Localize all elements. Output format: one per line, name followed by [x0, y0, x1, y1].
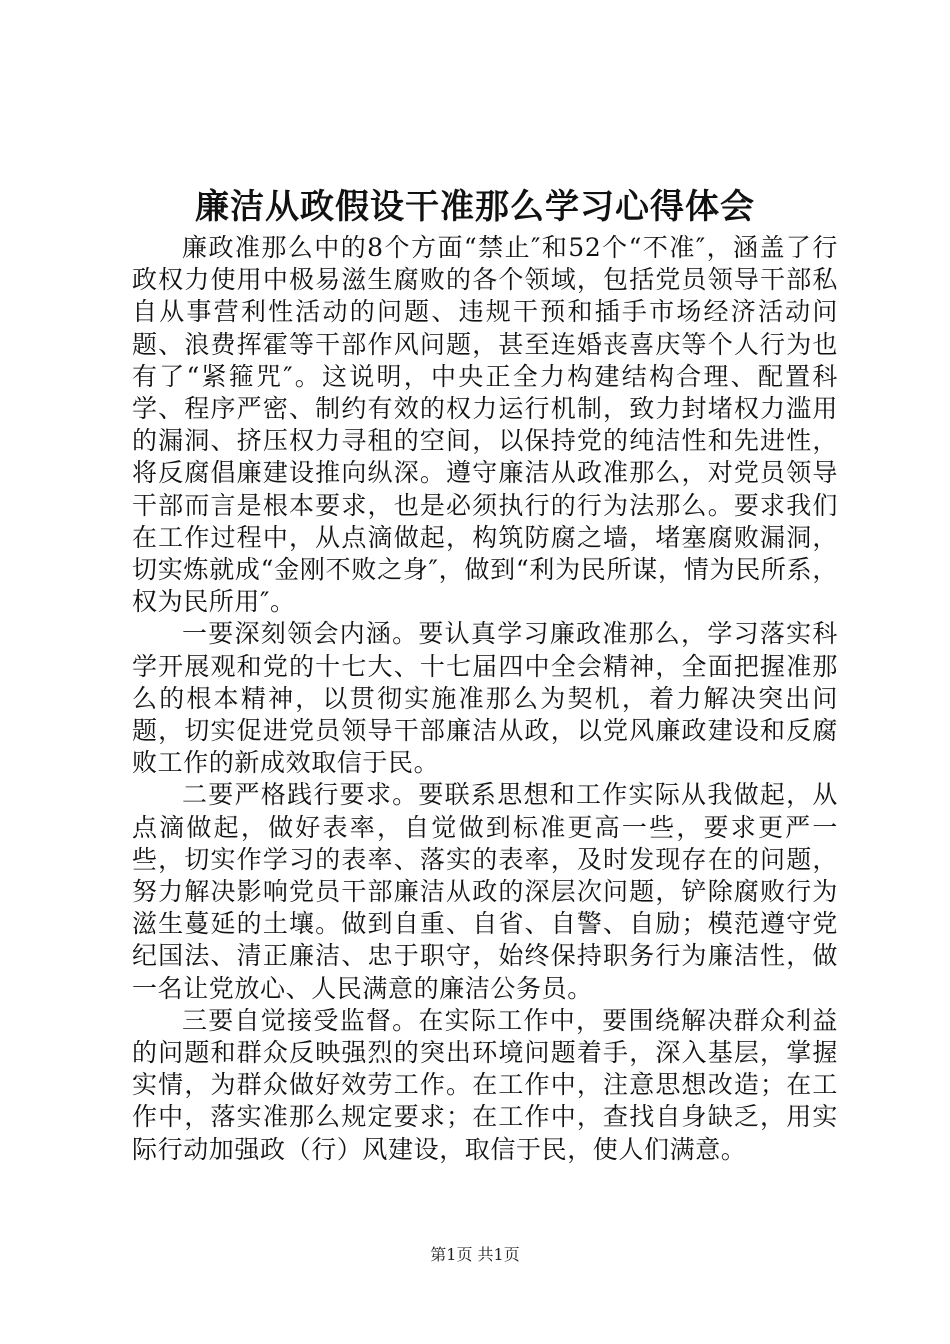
paragraph-point-one: 一要深刻领会内涵。要认真学习廉政准那么，学习落实科学开展观和党的十七大、十七届四中全会精神，全面把握准那么的根本精神，以贯彻实施准那么为契机，着力解决突出问题，切实促进党员领导干部廉洁从政，以党风廉政建设和反腐败工作的新成效取信于民。 — [132, 619, 838, 778]
page-number-footer: 第1页 共1页 — [430, 1245, 520, 1264]
paragraph-point-two: 二要严格践行要求。要联系思想和工作实际从我做起，从点滴做起，做好表率，自觉做到标准更高一些，要求更严一些，切实作学习的表率、落实的表率，及时发现存在的问题，努力解决影响党员干部廉洁从政的深层次问题，铲除腐败行为滋生蔓延的土壤。做到自重、自省、自警、自励；模范遵守党纪国法、清正廉洁、忠于职守，始终保持职务行为廉洁性，做一名让党放心、人民满意的廉洁公务员。 — [132, 780, 838, 1003]
document-body — [132, 232, 838, 1166]
paragraph-intro: 廉政准那么中的8个方面“禁止″和52个“不准″，涵盖了行政权力使用中极易滋生腐败的各个领域，包括党员领导干部私自从事营利性活动的问题、违规干预和插手市场经济活动问题、浪费挥霍等干部作风问题，甚至连婚丧喜庆等个人行为也有了“紧箍咒″。这说明，中央正全力构建结构合理、配置科学、程序严密、制约有效的权力运行机制，致力封堵权力滥用的漏洞、挤压权力寻租的空间，以保持党的纯洁性和先进性，将反腐倡廉建设推向纵深。遵守廉洁从政准那么，对党员领导干部而言是根本要求，也是必须执行的行为法那么。要求我们在工作过程中，从点滴做起，构筑防腐之墙，堵塞腐败漏洞，切实炼就成“金刚不败之身″，做到“利为民所谋，情为民所系，权为民所用″。 — [132, 233, 838, 617]
paragraph-point-three: 三要自觉接受监督。在实际工作中，要围绕解决群众利益的问题和群众反映强烈的突出环境问题着手，深入基层，掌握实情，为群众做好效劳工作。在工作中，注意思想改造；在工作中，落实准那么规定要求；在工作中，查找自身缺乏，用实际行动加强政（行）风建设，取信于民，使人们满意。 — [132, 1005, 838, 1164]
document-title: 廉洁从政假设干准那么学习心得体会 — [195, 187, 755, 227]
